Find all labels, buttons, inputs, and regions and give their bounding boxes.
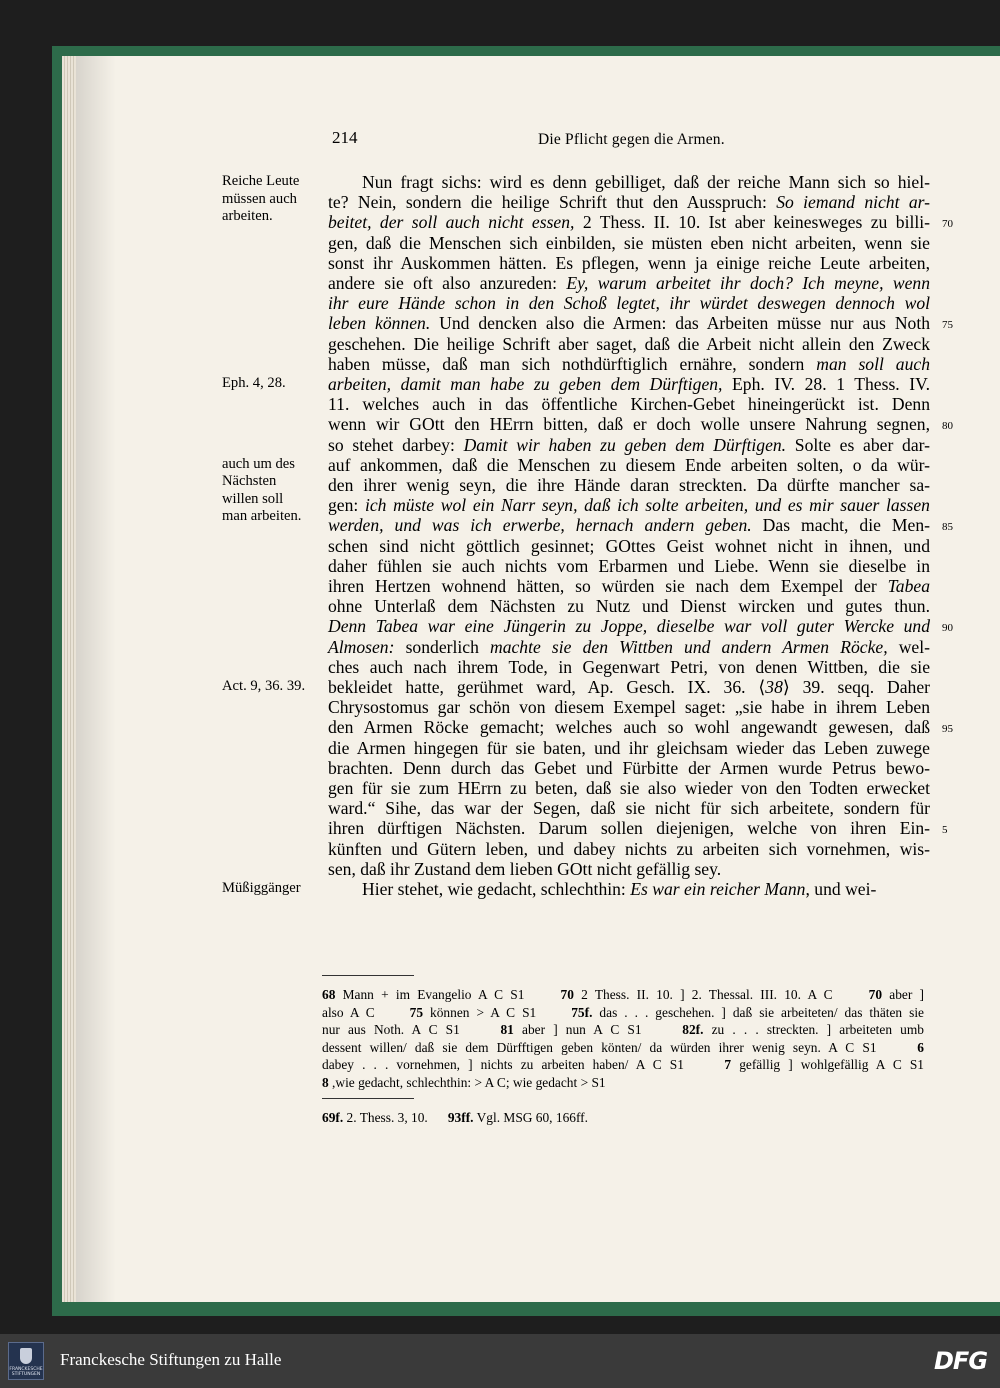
body-line: gen für sie zum HErrn zu beten, daß sie also wieder von den Todten erwecket <box>328 778 930 798</box>
body-line: den Armen Röcke gemacht; welches auch so wohl angewandt gewesen, daß <box>328 717 930 738</box>
body-line: arbeiten, damit man habe zu geben dem Dürftigen, Eph. IV. 28. 1 Thess. IV. <box>328 374 930 394</box>
margin-note-line: man arbeiten. <box>222 508 302 525</box>
body-line: so stehet darbey: Damit wir haben zu geben dem Dürftigen. Solte es aber dar- <box>328 434 930 455</box>
margin-note-line: Act. 9, 36. 39. <box>222 678 306 694</box>
line-number: 95 <box>942 723 953 736</box>
body-line: te? Nein, sondern die heilige Schrift thut den Ausspruch: So iemand nicht ar- <box>328 192 931 213</box>
body-line: die Armen hingegen für sie baten, und ihr gleichsam wieder das Leben zuwege <box>328 737 930 758</box>
body-line: daher fühlen sie auch nichts vom Erbarmen und Liebe. Wenn sie dieselbe in <box>328 555 930 576</box>
margin-note <box>222 375 286 393</box>
margin-note-line: auch um des <box>222 455 295 472</box>
commentary-rule <box>322 1098 414 1099</box>
apparatus-line: also A C 75 können > A C S1 75f. das . . . geschehen. ] daß sie arbeiteten/ das thäten sie <box>322 1004 924 1020</box>
body-line: sen, daß ihr Zustand dem lieben GOtt nicht gefällig sey. <box>328 858 722 879</box>
body-line: 11. welches auch in das öffentliche Kirchen-Gebet hineingerückt ist. Denn <box>328 394 930 415</box>
body-line: leben können. Und dencken also die Armen: das Arbeiten müsse nur aus Noth <box>328 313 931 334</box>
viewer-footer-bar <box>0 1334 1000 1388</box>
body-line: gen, daß die Menschen sich einbilden, sie müsten eben nicht arbeiten, wenn sie <box>328 232 930 253</box>
body-line: ward.“ Sihe, das war der Segen, daß sie nicht für sich arbeitete, sondern für <box>328 798 930 819</box>
margin-note-line: müssen auch <box>222 190 297 207</box>
logo-caption: FRANCKESCHE STIFTUNGEN <box>9 1367 43 1377</box>
gutter-shadow <box>76 56 116 1302</box>
body-line: ihren dürftigen Nächsten. Darum sollen diejenigen, welche von ihren Ein- <box>328 818 930 839</box>
line-number: 5 <box>942 824 948 837</box>
body-line: ihr eure Hände schon in den Schoß legtet, ihr würdet deswegen dennoch wol <box>328 293 930 314</box>
apparatus-line: dabey . . . vornehmen, ] nichts zu arbeiten haben/ A C S1 7 gefällig ] wohlgefällig A C S1 <box>322 1057 924 1073</box>
dfg-logo[interactable]: DFG <box>934 1347 988 1375</box>
margin-note <box>222 173 299 226</box>
margin-note-line: Reiche Leute <box>222 173 300 189</box>
apparatus-line: 68 Mann + im Evangelio A C S1 70 2 Thess. II. 10. ] 2. Thessal. III. 10. A C 70 aber ] <box>322 987 924 1002</box>
body-line: Nun fragt sichs: wird es denn gebilliget, daß der reiche Mann sich so hiel- <box>362 172 930 192</box>
body-line: brachten. Denn durch das Gebet und Fürbitte der Armen wurde Petrus bewo- <box>328 757 930 778</box>
margin-note-line: Müßiggänger <box>222 880 301 896</box>
body-line: schen sind nicht göttlich gesinnet; GOttes Geist wohnet nicht in ihnen, und <box>328 535 930 556</box>
apparatus-rule <box>322 975 414 976</box>
margin-note-line: Nächsten <box>222 473 277 490</box>
body-line: Chrysostomus gar schön von diesem Exempel saget: „sie habe in ihrem Leben <box>328 697 930 718</box>
line-number: 90 <box>942 622 953 635</box>
body-line: sonst ihr Auskommen hätten. Es pflegen, wenn ja einige reiche Leute arbeiten, <box>328 252 930 273</box>
line-number: 80 <box>942 420 953 433</box>
body-line: wenn wir GOtt den HErrn bitten, daß er doch wolle unsere Nahrung segnen, <box>328 414 930 435</box>
body-line: künften und Gütern leben, und dabey nichts zu arbeiten sich vornehmen, wis- <box>328 838 930 859</box>
margin-note <box>222 456 301 526</box>
body-line: gen: ich müste wol ein Narr seyn, daß ich solte arbeiten, und es mir sauer lassen <box>328 495 930 516</box>
institution-name[interactable]: Franckesche Stiftungen zu Halle <box>60 1350 282 1369</box>
apparatus-line: 8 ,wie gedacht, schlechthin: > A C; wie gedacht > S1 <box>322 1075 606 1090</box>
body-line: werden, und was ich erwerbe, hernach andern geben. Das macht, die Men- <box>328 515 930 536</box>
margin-note-line: Eph. 4, 28. <box>222 375 286 391</box>
page-block-edge <box>62 56 76 1302</box>
margin-note-line: arbeiten. <box>222 208 273 224</box>
apparatus-line: nur aus Noth. A C S1 81 aber ] nun A C S1 82f. zu . . . streckten. ] arbeiteten umb <box>322 1022 924 1038</box>
running-head: Die Pflicht gegen die Armen. <box>538 131 725 148</box>
body-line: den ihrer wenig seyn, die ihre Hände daran streckten. Da dürfte mancher sa- <box>328 475 930 495</box>
francke-emblem-icon <box>20 1348 32 1364</box>
body-line: ihren Hertzen wohnend hätten, so würden sie nach dem Exempel der Tabea <box>328 576 930 596</box>
line-number: 85 <box>942 521 953 534</box>
line-number: 70 <box>942 218 953 231</box>
francke-logo[interactable] <box>8 1342 44 1380</box>
body-line: ches auch nach ihrem Tode, in Gegenwart Petri, von denen Wittben, die sie <box>328 656 930 677</box>
body-line: geschehen. Die heilige Schrift aber saget, daß die Arbeit nicht allein den Zweck <box>328 333 930 354</box>
body-line: Hier stehet, wie gedacht, schlechthin: Es war ein reicher Mann, und wei- <box>362 879 877 899</box>
page-number: 214 <box>332 128 358 147</box>
body-line: haben müsse, daß man sich nothdürftiglich ernähre, sondern man soll auch <box>328 353 931 374</box>
body-line: beitet, der soll auch nicht essen, 2 Thess. II. 10. Ist aber keinesweges zu billi- <box>328 212 931 233</box>
body-line: auf ankommen, daß die Menschen zu diesem Ende arbeiten solten, o da wür- <box>328 454 930 475</box>
body-line: Denn Tabea war eine Jüngerin zu Joppe, dieselbe war voll guter Wercke und <box>328 616 930 637</box>
body-line: bekleidet hatte, gerühmet ward, Ap. Gesch. IX. 36. ⟨38⟩ 39. seqq. Daher <box>328 677 930 697</box>
body-line: andere sie oft also anzureden: Ey, warum arbeitet ihr doch? Ich meyne, wenn <box>328 273 930 293</box>
line-number: 75 <box>942 319 953 332</box>
margin-note-line: willen soll <box>222 490 284 507</box>
apparatus-line: dessent willen/ daß sie dem Dürfftigen geben könten/ da würden ihrer wenig seyn. A C S1 6 <box>322 1039 924 1055</box>
margin-note <box>222 678 305 696</box>
body-line: ohne Unterlaß dem Nächsten zu Nutz und Dienst wircken und gutes thun. <box>328 596 930 617</box>
commentary-line: 69f. 2. Thess. 3, 10. 93ff. Vgl. MSG 60, 166ff. <box>322 1110 588 1125</box>
margin-note <box>222 880 301 898</box>
body-line: Almosen: sonderlich machte sie den Wittben und andern Armen Röcke, wel- <box>328 636 930 657</box>
